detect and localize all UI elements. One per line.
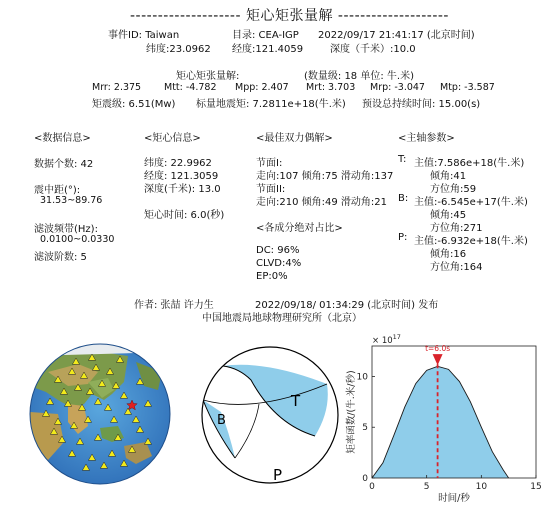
x-tick-label: 0 [369,482,375,492]
y-tick-label: 0 [362,474,368,484]
p-axis-plunge: 倾角:16 [430,249,467,260]
event-lat: 纬度:23.0962 [146,44,211,55]
component-dc: DC: 96% [256,245,300,256]
tensor-header: 矩心矩张量解: [176,71,240,82]
p-axis-value: 主值:-6.932e+18(牛.米) [414,236,528,247]
data-count: 数据个数: 42 [34,159,94,170]
component-clvd: CLVD:4% [256,258,302,269]
centroid-depth: 深度(千米): 13.0 [144,184,221,195]
plane2-label: 节面II: [256,184,286,195]
filter-order: 滤波阶数: 5 [34,252,87,263]
b-axis-value: 主值:-6.545e+17(牛.米) [414,197,528,208]
institute: 中国地震局地球物理研究所（北京） [202,313,362,324]
tensor-duration: 预设总持续时间: 15.00(s) [362,99,481,110]
centroid-time-label: t=6.0s [425,344,451,354]
tensor-mrr: Mrr: 2.375 [92,82,142,93]
x-tick-label: 10 [475,482,488,492]
b-axis-label: B: [398,193,409,204]
filter-value: 0.0100~0.0330 [40,234,115,245]
station-map [28,342,172,486]
event-catalog: 目录: CEA-IGP [232,30,299,41]
component-ep: EP:0% [256,271,288,282]
event-lon: 经度:121.4059 [232,44,304,55]
beachball [195,340,345,490]
dist-label: 震中距(°): [34,185,81,196]
tensor-scale: (数量级: 18 单位: 牛.米) [304,71,414,82]
data-info-header: <数据信息> [34,133,91,144]
authors: 作者: 张喆 许力生 [134,300,214,311]
b-axis-azimuth: 方位角:271 [430,223,483,234]
p-axis-marker: P [273,466,283,484]
y-exponent: × $10^{17}$ [372,333,401,346]
t-axis-plunge: 倾角:41 [430,171,467,182]
tensor-mrt: Mrt: 3.703 [306,82,356,93]
components-header: <各成分绝对占比> [256,223,343,234]
axes-header: <主轴参数> [398,133,455,144]
event-id: 事件ID: Taiwan [108,30,180,41]
tensor-mpp: Mpp: 2.407 [235,82,289,93]
tensor-m0: 标量地震矩: 7.2811e+18(牛.米) [196,99,346,110]
centroid-time: 矩心时间: 6.0(秒) [144,210,225,221]
filter-label: 滤波频带(Hz): [34,224,98,235]
p-axis-azimuth: 方位角:164 [430,262,483,273]
published-time: 2022/09/18/ 01:34:29 (北京时间) 发布 [255,300,439,311]
moment-rate-chart [340,332,546,504]
b-axis-plunge: 倾角:45 [430,210,467,221]
x-tick-label: 5 [423,482,430,492]
t-axis-marker: T [291,392,301,410]
p-axis-label: P: [398,232,408,243]
y-axis-label: 矩率函数/(牛.米/秒) [346,370,357,454]
tensor-mrp: Mrp: -3.047 [370,82,425,93]
y-tick-label: 10 [356,372,368,383]
t-axis-value: 主值:7.586e+18(牛.米) [414,158,525,169]
plane2-values: 走向:210 倾角:49 滑动角:21 [256,197,388,208]
x-tick-label: 15 [530,482,542,492]
t-axis-label: T: [398,154,407,165]
dist-value: 31.53~89.76 [40,195,103,206]
tensor-mw: 矩震级: 6.51(Mw) [92,99,176,110]
plane1-values: 走向:107 倾角:75 滑动角:137 [256,171,394,182]
centroid-header: <矩心信息> [144,133,201,144]
plane1-label: 节面I: [256,158,283,169]
dc-header: <最佳双力偶解> [256,133,333,144]
event-depth: 深度（千米）:10.0 [330,44,416,55]
x-axis-label: 时间/秒 [438,493,470,504]
event-time: 2022/09/17 21:41:17 (北京时间) [318,30,475,41]
tensor-mtt: Mtt: -4.782 [164,82,217,93]
y-tick-label: 5 [362,423,368,434]
tensor-mtp: Mtp: -3.587 [440,82,495,93]
centroid-lat: 纬度: 22.9962 [144,158,212,169]
centroid-lon: 经度: 121.3059 [144,171,219,182]
b-axis-marker: B [217,413,226,428]
t-axis-azimuth: 方位角:59 [430,184,477,195]
report-title: -------------------- 矩心矩张量解 -------------------- [130,8,449,24]
centroid-time-marker [433,354,443,365]
moment-rate-area [372,366,509,478]
